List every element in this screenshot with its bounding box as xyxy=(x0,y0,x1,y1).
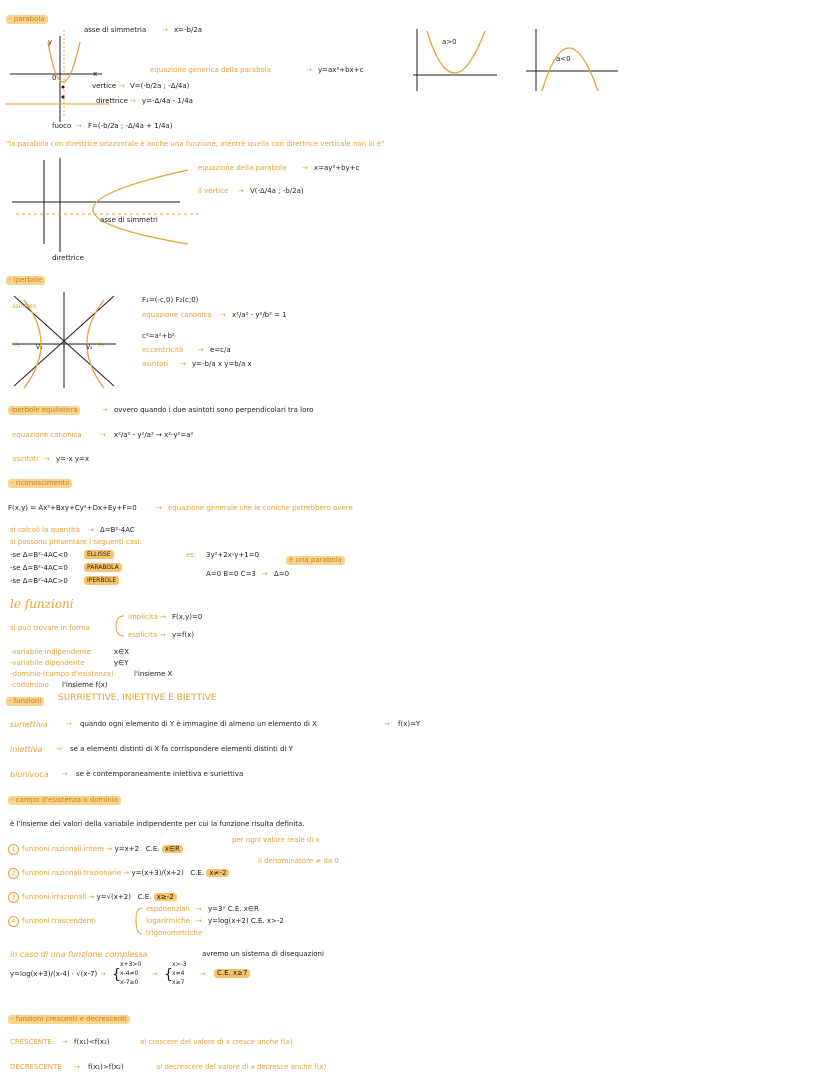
system2-row-2: x≠4 xyxy=(172,970,185,977)
decrescente-label: DECRESCENTE xyxy=(10,1063,62,1071)
decrescente-eq: f(x₁)>f(x₂) xyxy=(88,1063,124,1071)
transcendent-2-eq: y=log(x+2) C.E. x>-2 xyxy=(208,917,284,925)
arrow-icon: → xyxy=(88,893,95,901)
crescente-desc: al crescere del valore di x cresce anche f(x) xyxy=(140,1038,293,1046)
surriettive-heading-big: SURRIETTIVE, INIETTIVE E BIETTIVE xyxy=(58,693,217,703)
arrow-icon: → xyxy=(123,869,130,877)
general-eq: y=ax²+bx+c xyxy=(318,66,364,74)
arrow-icon: → xyxy=(119,82,125,90)
riconoscimento-step2: si possono presentare i seguenti casi: xyxy=(10,538,142,546)
transcendent-2-label: logaritmiche xyxy=(146,917,190,925)
focus-label: fuoco xyxy=(52,122,72,130)
funzioni-implicit-eq: F(x,y)=0 xyxy=(172,613,203,621)
arrow-icon: → xyxy=(56,745,62,753)
parabola-main-graph xyxy=(0,22,120,132)
equilatera-desc: ovvero quando i due asintoti sono perpendicolari tra loro xyxy=(114,406,314,414)
item-ce: C.E. xyxy=(145,845,160,853)
funzioni-var-indep: -variabile indipendente xyxy=(10,648,91,656)
graph-down-label: a<0 xyxy=(556,55,571,63)
iperbole-asymptotes-eq: y=-b/a x y=b/a x xyxy=(192,360,252,368)
iperbole-heading: - iperbole xyxy=(6,276,45,285)
system1-row-3: x-7≥0 xyxy=(120,979,139,986)
arrow-icon: → xyxy=(262,570,268,578)
vertical-eq: x=ay²+by+c xyxy=(314,164,360,172)
arrow-icon: → xyxy=(100,431,106,439)
campo-item-2 xyxy=(8,868,229,879)
item-value: x∈R xyxy=(162,845,183,853)
riconoscimento-case3: -se Δ=B²-4AC>0 xyxy=(10,577,68,585)
focus-eq: F=(-b/2a ; -Δ/4a + 1/4a) xyxy=(88,122,173,130)
riconoscimento-case1-tag: ELLISSE xyxy=(84,550,114,559)
axis-x-label: x xyxy=(93,70,98,78)
campo-note-real: per ogni valore reale di x xyxy=(232,836,320,844)
general-eq-label: equazione generica della parabola xyxy=(150,66,272,74)
riconoscimento-step1: si calcoli la quantità xyxy=(10,526,80,534)
surriettiva-desc: quando ogni elemento di Y è immagine di almeno un elemento di X xyxy=(80,720,317,728)
vertex-eq: V=(-b/2a ; -Δ/4a) xyxy=(130,82,190,90)
campo-heading: - campo d'esistenza o dominio xyxy=(8,796,121,805)
campo-item-3 xyxy=(8,892,177,903)
crescenti-heading: - funzioni crescenti e decrescenti xyxy=(8,1015,130,1024)
vertex-label: vertice xyxy=(92,82,117,90)
item-eq: y=√(x+2) xyxy=(96,893,131,901)
vertical-axis-label: asse di simmetri xyxy=(100,216,158,224)
iperbole-c-eq: c²=a²+b² xyxy=(142,332,175,340)
directrix-eq: y=-Δ/4a - 1/4a xyxy=(142,97,193,105)
item-label: funzioni trascendenti xyxy=(22,917,96,925)
campo-definition: è l'insieme dei valori della variabile indipendente per cui la funzione risulta definita. xyxy=(10,820,305,828)
funzioni-explicit-eq: y=f(x) xyxy=(172,631,195,639)
arrow-icon: → xyxy=(180,360,186,368)
equilatera-canonical-label: equazione canonica xyxy=(12,431,82,439)
funzioni-codomain: -codominio xyxy=(10,681,49,689)
arrow-icon: → xyxy=(66,720,72,728)
funzioni-var-dep: -variabile dipendente xyxy=(10,659,85,667)
funzioni-var-dep-val: y∈Y xyxy=(114,659,129,667)
funzioni-heading: le funzioni xyxy=(10,597,74,611)
campo-complex-eq: y=log(x+3)/(x-4) · √(x-7) xyxy=(10,970,98,978)
iperbole-eccentricity-label: eccentricità xyxy=(142,346,184,354)
equilatera-asymptotes-eq: y=-x y=x xyxy=(56,455,90,463)
iniettiva-desc: se a elementi distinti di X fa corrispondere elementi distinti di Y xyxy=(70,745,293,753)
funzioni-domain-val: l'insieme X xyxy=(134,670,173,678)
arrow-icon: → xyxy=(62,770,68,778)
iperbole-v1: V₁ xyxy=(36,344,43,351)
parabola-vertical-graph xyxy=(8,152,198,262)
biunivoca-desc: se è contemporaneamente iniettiva e suriettiva xyxy=(76,770,244,778)
system-brace-1: { xyxy=(112,967,121,983)
item-eq: y=(x+3)/(x+2) xyxy=(131,869,184,877)
riconoscimento-example-result: è una parabola xyxy=(286,556,345,565)
arrow-icon: → xyxy=(196,905,202,913)
item-eq: y=x+2 xyxy=(114,845,140,853)
arrow-icon: → xyxy=(160,631,166,639)
equilatera-asymptotes-label: asintoti xyxy=(12,455,39,463)
system2-row-3: x≥7 xyxy=(172,979,185,986)
vertical-vertex-label: il vertice xyxy=(198,187,229,195)
campo-complex-prefix: in caso di una funzione complessa xyxy=(10,950,148,959)
directrix-label: direttrice xyxy=(96,97,128,105)
arrow-icon: → xyxy=(130,97,136,105)
arrow-icon: → xyxy=(200,970,206,978)
arrow-icon: → xyxy=(162,26,168,34)
riconoscimento-general-note: equazione generale che le coniche potrebbero avere xyxy=(168,504,353,512)
system1-row-2: x-4≠0 xyxy=(120,970,139,977)
campo-item-4 xyxy=(8,916,96,927)
riconoscimento-general-eq: F(x,y) = Ax²+Bxy+Cy²+Dx+Ey+F=0 xyxy=(8,504,137,512)
item-number: 2 xyxy=(8,868,19,879)
iperbole-v2: V₂ xyxy=(86,344,93,351)
equilatera-canonical-eq: x²/a² - y²/a² → x²-y²=a² xyxy=(114,431,194,439)
iniettiva-label: iniettiva xyxy=(10,745,43,754)
axis-symmetry-eq: x=-b/2a xyxy=(174,26,203,34)
system-brace-2: { xyxy=(164,967,173,983)
item-value: x≥-2 xyxy=(154,893,177,901)
iperbole-f2: F₂ xyxy=(98,342,104,349)
parabola-up-graph xyxy=(405,25,500,95)
iperbole-foci: F₁=(-c,0) F₂(c;0) xyxy=(142,296,199,304)
surriettiva-label: suriettiva xyxy=(10,720,48,729)
iperbole-canonical-eq: x²/a² - y²/b² = 1 xyxy=(232,311,287,319)
origin-label: 0 xyxy=(52,74,57,82)
arrow-icon: → xyxy=(100,970,106,978)
funzioni-form-label: si può trovare in forma xyxy=(10,624,90,632)
transcendent-1-eq: y=3ˣ C.E. x∈R xyxy=(208,905,259,913)
arrow-icon: → xyxy=(384,720,390,728)
vertical-eq-label: equazione della parabola xyxy=(198,164,287,172)
transcendent-1-label: esponenziali xyxy=(146,905,190,913)
parabola-heading: - parabola xyxy=(6,15,48,24)
item-value: x≠-2 xyxy=(206,869,229,877)
campo-note-denominator: il denominatore ≠ da 0 xyxy=(258,857,339,865)
riconoscimento-heading: - riconoscimento xyxy=(8,479,72,488)
iperbole-asymptote-label: asintoto xyxy=(12,303,37,310)
campo-item-1 xyxy=(8,844,183,855)
riconoscimento-case2-tag: PARABOLA xyxy=(84,563,122,572)
riconoscimento-example-delta: Δ=0 xyxy=(274,570,290,578)
vertical-vertex-eq: V(-Δ/4a ; -b/2a) xyxy=(250,187,304,195)
arrow-icon: → xyxy=(106,845,113,853)
item-number: 4 xyxy=(8,916,19,927)
item-label: funzioni irrazionali xyxy=(22,893,87,901)
iperbole-asymptotes-label: asintoti xyxy=(142,360,169,368)
item-number: 1 xyxy=(8,844,19,855)
horizontal-note: "la parabola con direttrice orizzontale è anche una funzione, mentre quella con direttrice verticale non lo è" xyxy=(6,140,385,148)
axis-symmetry-label: asse di simmetria xyxy=(84,26,147,34)
funzioni-explicit-label: esplicita xyxy=(128,631,158,639)
arrow-icon: → xyxy=(74,1063,80,1071)
system1-row-1: x+3>0 xyxy=(120,961,142,968)
riconoscimento-example-label: es: xyxy=(186,551,197,559)
iperbole-f1: F₁ xyxy=(14,342,20,349)
surriettiva-eq: f(x)=Y xyxy=(398,720,421,728)
riconoscimento-case1: -se Δ=B²-4AC<0 xyxy=(10,551,68,559)
item-label: funzioni razionali intere xyxy=(22,845,105,853)
biunivoca-label: biunivoca xyxy=(10,770,49,779)
arrow-icon: → xyxy=(160,613,166,621)
campo-complex-result: C.E. x≥7 xyxy=(214,969,250,978)
parabola-down-graph xyxy=(522,25,622,95)
arrow-icon: → xyxy=(44,455,50,463)
system2-row-1: x>-3 xyxy=(172,961,187,968)
arrow-icon: → xyxy=(198,346,204,354)
item-ce: C.E. xyxy=(190,869,205,877)
funzioni-implicit-label: implicita xyxy=(128,613,158,621)
axis-y-label: y xyxy=(48,38,53,46)
riconoscimento-case2: -se Δ=B²-4AC=0 xyxy=(10,564,68,572)
decrescente-desc: al decrescere del valore di x decresce anche f(x) xyxy=(156,1063,327,1071)
iperbole-eccentricity-eq: e=c/a xyxy=(210,346,231,354)
riconoscimento-example-eq: 3y²+2x-y+1=0 xyxy=(206,551,260,559)
arrow-icon: → xyxy=(152,970,158,978)
transcendent-3-label: trigonometriche xyxy=(146,929,203,937)
arrow-icon: → xyxy=(302,164,308,172)
arrow-icon: → xyxy=(88,526,94,534)
item-number: 3 xyxy=(8,892,19,903)
vertical-directrix-label: direttrice xyxy=(52,254,84,262)
riconoscimento-step1-eq: Δ=B²-4AC xyxy=(100,526,135,534)
funzioni-bracket xyxy=(110,612,130,640)
funzioni-domain: -dominio (campo d'esistenza) xyxy=(10,670,114,678)
crescente-eq: f(x₁)<f(x₂) xyxy=(74,1038,110,1046)
arrow-icon: → xyxy=(238,187,244,195)
surriettive-heading-small: - funzioni xyxy=(6,697,44,706)
arrow-icon: → xyxy=(156,504,162,512)
arrow-icon: → xyxy=(196,917,202,925)
riconoscimento-example-coeffs: A=0 B=0 C=3 xyxy=(206,570,256,578)
arrow-icon: → xyxy=(306,66,312,74)
funzioni-codomain-val: l'insieme f(x) xyxy=(62,681,108,689)
iperbole-canonical-label: equazione canonica xyxy=(142,311,212,319)
item-ce: C.E. xyxy=(137,893,152,901)
graph-up-label: a>0 xyxy=(442,38,457,46)
arrow-icon: → xyxy=(220,311,226,319)
funzioni-var-indep-val: x∈X xyxy=(114,648,130,656)
arrow-icon: → xyxy=(62,1038,68,1046)
equilatera-heading: iperbole equilatera xyxy=(8,406,80,415)
arrow-icon: → xyxy=(102,406,108,414)
transcendent-bracket xyxy=(132,904,146,938)
riconoscimento-case3-tag: IPERBOLE xyxy=(84,576,119,585)
arrow-icon: → xyxy=(76,122,82,130)
campo-complex-suffix: avremo un sistema di disequazioni xyxy=(202,950,324,958)
item-label: funzioni razionali frazionarie xyxy=(22,869,122,877)
crescente-label: CRESCENTE xyxy=(10,1038,52,1046)
